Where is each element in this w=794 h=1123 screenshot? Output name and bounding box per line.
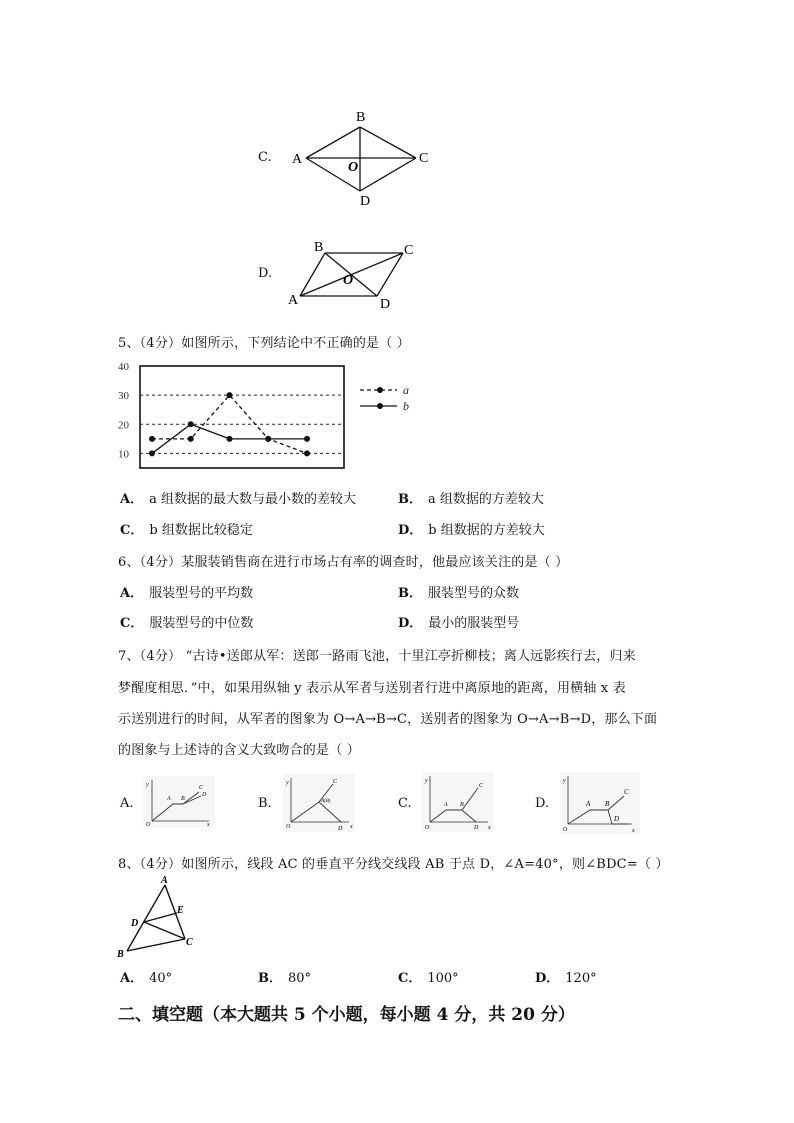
svg-text:C: C	[333, 779, 338, 785]
series-a-point	[188, 436, 194, 442]
legend-a-label: a	[403, 383, 409, 397]
q6-option-c[interactable]: C． 服装型号的中位数	[120, 616, 254, 631]
rhombus-figure-c	[288, 105, 448, 210]
svg-text:D: D	[131, 918, 139, 929]
svg-text:B: B	[117, 949, 124, 960]
y-tick-label: 30	[118, 390, 129, 403]
point-a-label: A	[288, 293, 299, 308]
svg-text:O: O	[146, 822, 151, 828]
legend-b-label: b	[403, 399, 409, 413]
svg-text:x: x	[207, 822, 210, 828]
q8-option-d[interactable]: D． 120°	[535, 971, 597, 986]
q7-option-b-label[interactable]: B.	[258, 796, 272, 811]
y-tick-label: 40	[118, 361, 129, 373]
q5-option-a[interactable]: A． a 组数据的最大数与最小数的差较大	[120, 492, 356, 507]
svg-text:C: C	[186, 937, 193, 948]
q7-graph-d[interactable]	[560, 772, 640, 834]
option-c-label: C.	[258, 150, 272, 165]
series-b-point	[227, 436, 233, 442]
q7-graph-a[interactable]	[143, 776, 215, 828]
svg-text:x: x	[632, 828, 635, 834]
q5-option-c[interactable]: C． b 组数据比较稳定	[120, 523, 253, 538]
q8-option-c[interactable]: C． 100°	[398, 971, 459, 986]
series-a-point	[304, 450, 310, 456]
option-d-label: D.	[258, 266, 273, 281]
q7-graph-b[interactable]	[283, 774, 355, 832]
q6-option-a[interactable]: A． 服装型号的平均数	[120, 586, 254, 601]
legend-b-marker	[377, 403, 383, 409]
svg-text:A: A	[444, 802, 448, 808]
svg-text:C: C	[624, 788, 629, 796]
svg-text:C: C	[199, 785, 204, 791]
q8-option-a[interactable]: A． 40°	[120, 971, 173, 986]
point-a-label: A	[292, 152, 303, 167]
q7-line-4: 的图象与上述诗的含义大致吻合的是（ ）	[118, 743, 360, 758]
svg-text:D: D	[474, 825, 479, 831]
q5-option-b[interactable]: B． a 组数据的方差较大	[398, 492, 544, 507]
q7-line-2: 梦醒度相思．”中，如果用纵轴 y 表示从军者与送别者行进中离原地的距离，用横轴 x 表	[118, 681, 626, 696]
q7-option-d-label[interactable]: D.	[535, 796, 550, 811]
series-b-point	[304, 436, 310, 442]
series-b-point	[188, 421, 194, 427]
svg-text:B: B	[181, 796, 185, 802]
series-a-line	[152, 395, 307, 453]
svg-text:y: y	[286, 780, 289, 786]
q7-option-c-label[interactable]: C.	[398, 796, 412, 811]
svg-text:A(B): A(B)	[321, 799, 331, 804]
series-a-point	[227, 392, 233, 398]
svg-text:D: D	[202, 792, 207, 798]
svg-text:O: O	[286, 824, 291, 830]
q7-graph-c[interactable]	[422, 772, 494, 832]
svg-text:O: O	[425, 825, 430, 831]
chart-frame	[140, 366, 344, 468]
q8-option-b[interactable]: B． 80°	[258, 971, 312, 986]
svg-text:y: y	[425, 778, 428, 784]
q7-option-a-label[interactable]: A.	[120, 796, 134, 811]
q8-triangle-figure	[115, 873, 210, 963]
q8-stem: 8、（4分）如图所示，线段 AC 的垂直平分线交线段 AB 于点 D，∠A=40°，则∠BDC=（ ）	[118, 857, 669, 872]
svg-text:D: D	[338, 826, 343, 832]
q5-stem: 5、（4分）如图所示，下列结论中不正确的是（ ）	[118, 336, 410, 351]
y-tick-label: 20	[118, 419, 129, 432]
svg-text:y: y	[146, 782, 149, 788]
series-b-point	[265, 436, 271, 442]
series-a-point	[149, 436, 155, 442]
y-tick-label: 10	[118, 448, 129, 461]
svg-text:C: C	[479, 783, 484, 789]
q5-line-chart	[112, 358, 422, 476]
point-b-label: B	[314, 240, 324, 255]
parallelogram-figure-d	[285, 238, 425, 313]
svg-text:O: O	[563, 827, 568, 833]
svg-text:E: E	[177, 905, 184, 916]
q5-option-d[interactable]: D． b 组数据的方差较大	[398, 523, 545, 538]
point-o-label: O	[343, 273, 354, 288]
svg-text:B: B	[605, 800, 610, 808]
point-c-label: C	[419, 151, 429, 166]
svg-text:A: A	[161, 875, 168, 886]
point-d-label: D	[380, 297, 391, 312]
svg-text:A: A	[167, 796, 171, 802]
svg-text:y: y	[563, 778, 566, 784]
q6-option-d[interactable]: D． 最小的服装型号	[398, 616, 520, 631]
q6-option-b[interactable]: B． 服装型号的众数	[398, 586, 520, 601]
point-c-label: C	[404, 243, 414, 258]
svg-text:x: x	[350, 824, 353, 830]
point-d-label: D	[360, 194, 371, 209]
q6-stem: 6、（4分）某服装销售商在进行市场占有率的调查时，他最应该关注的是（ ）	[118, 555, 569, 570]
svg-text:D: D	[614, 815, 620, 823]
series-b-point	[149, 450, 155, 456]
q7-line-1: 7、（4分） “古诗•送郎从军：送郎一路雨飞池，十里江亭折柳枝；离人远影疾行去，归来	[118, 649, 636, 664]
svg-text:B: B	[460, 802, 464, 808]
svg-text:A: A	[586, 800, 591, 808]
point-b-label: B	[356, 110, 366, 125]
point-o-label: O	[348, 160, 359, 175]
q7-line-3: 示送别进行的时间，从军者的图象为 O→A→B→C，送别者的图象为 O→A→B→D，那么下面	[118, 712, 658, 727]
section-2-title: 二、填空题（本大题共 5 个小题，每小题 4 分，共 20 分）	[118, 1005, 575, 1025]
svg-text:x: x	[488, 825, 491, 831]
legend-a-marker	[377, 387, 383, 393]
